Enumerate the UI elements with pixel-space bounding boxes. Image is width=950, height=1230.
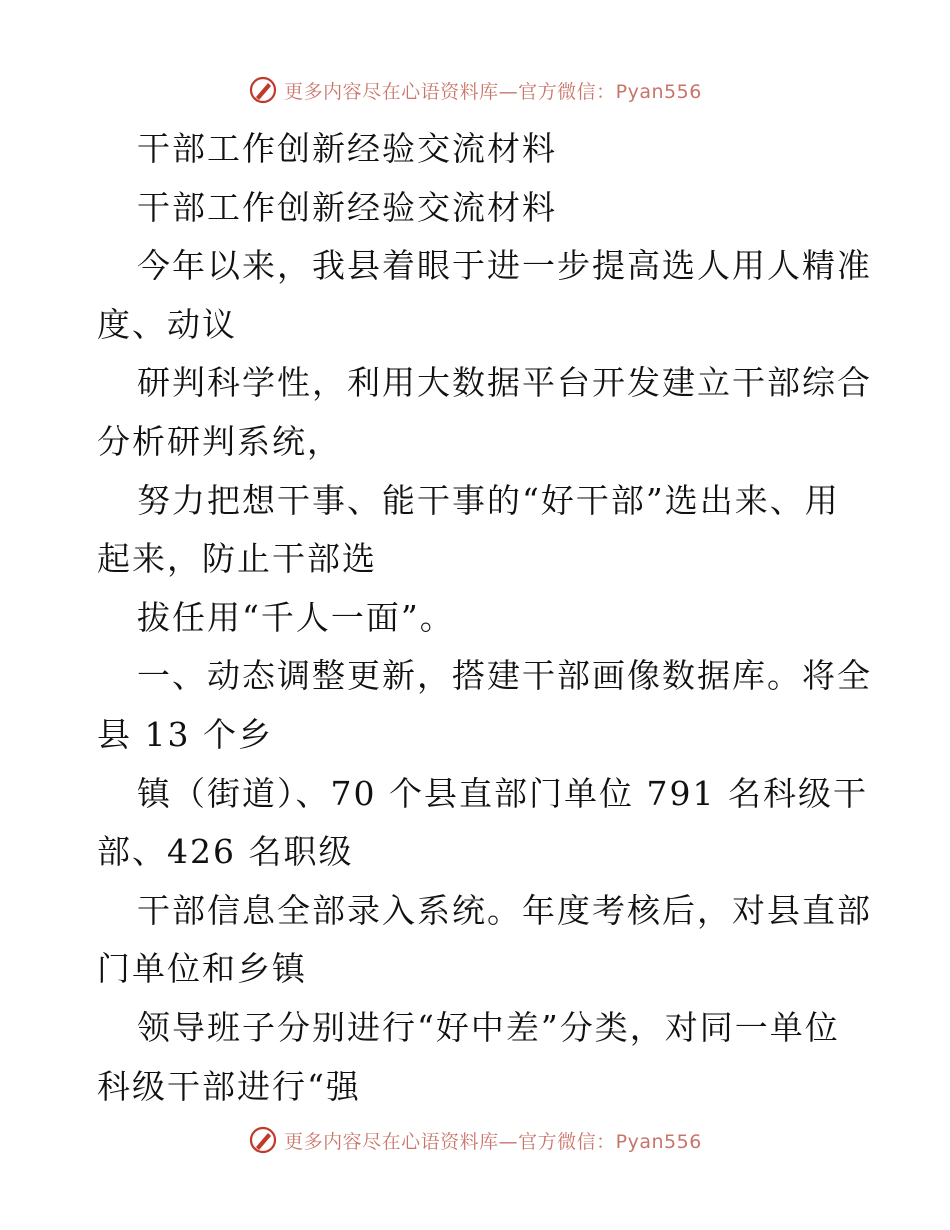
text-line: 研判科学性，利用大数据平台开发建立干部综合 <box>137 363 872 403</box>
watermark-text: 更多内容尽在心语资料库—官方微信：Pyan556 <box>284 80 702 103</box>
footer-watermark <box>0 1120 950 1160</box>
pen-logo-icon <box>248 1125 278 1155</box>
text-line: 干部工作创新经验交流材料 <box>137 129 557 168</box>
text-line: 一、动态调整更新，搭建干部画像数据库。将全 <box>137 656 872 696</box>
text-line: 门单位和乡镇 <box>97 949 307 989</box>
header-watermark <box>0 70 950 110</box>
text-line: 分析研判系统， <box>97 421 342 461</box>
text-line: 镇（街道）、70 个县直部门单位 791 名科级干 <box>137 773 868 813</box>
text-line: 部、426 名职级 <box>97 832 354 872</box>
text-line: 度、动议 <box>97 304 237 344</box>
text-line: 努力把想干事、能干事的“好干部”选出来、用 <box>137 480 840 520</box>
text-line: 干部工作创新经验交流材料 <box>137 187 557 227</box>
text-line: 县 13 个乡 <box>97 714 273 754</box>
pen-logo-icon <box>248 75 278 105</box>
text-line: 干部信息全部录入系统。年度考核后，对县直部 <box>137 890 872 930</box>
text-line: 拔任用“千人一面”。 <box>137 597 455 637</box>
text-line: 科级干部进行“强 <box>97 1066 361 1106</box>
text-line: 今年以来，我县着眼于进一步提高选人用人精准 <box>137 246 872 286</box>
watermark-text: 更多内容尽在心语资料库—官方微信：Pyan556 <box>284 1130 702 1153</box>
text-line: 起来，防止干部选 <box>97 539 377 579</box>
document-body <box>97 120 872 1116</box>
text-line: 领导班子分别进行“好中差”分类，对同一单位 <box>137 1007 840 1047</box>
